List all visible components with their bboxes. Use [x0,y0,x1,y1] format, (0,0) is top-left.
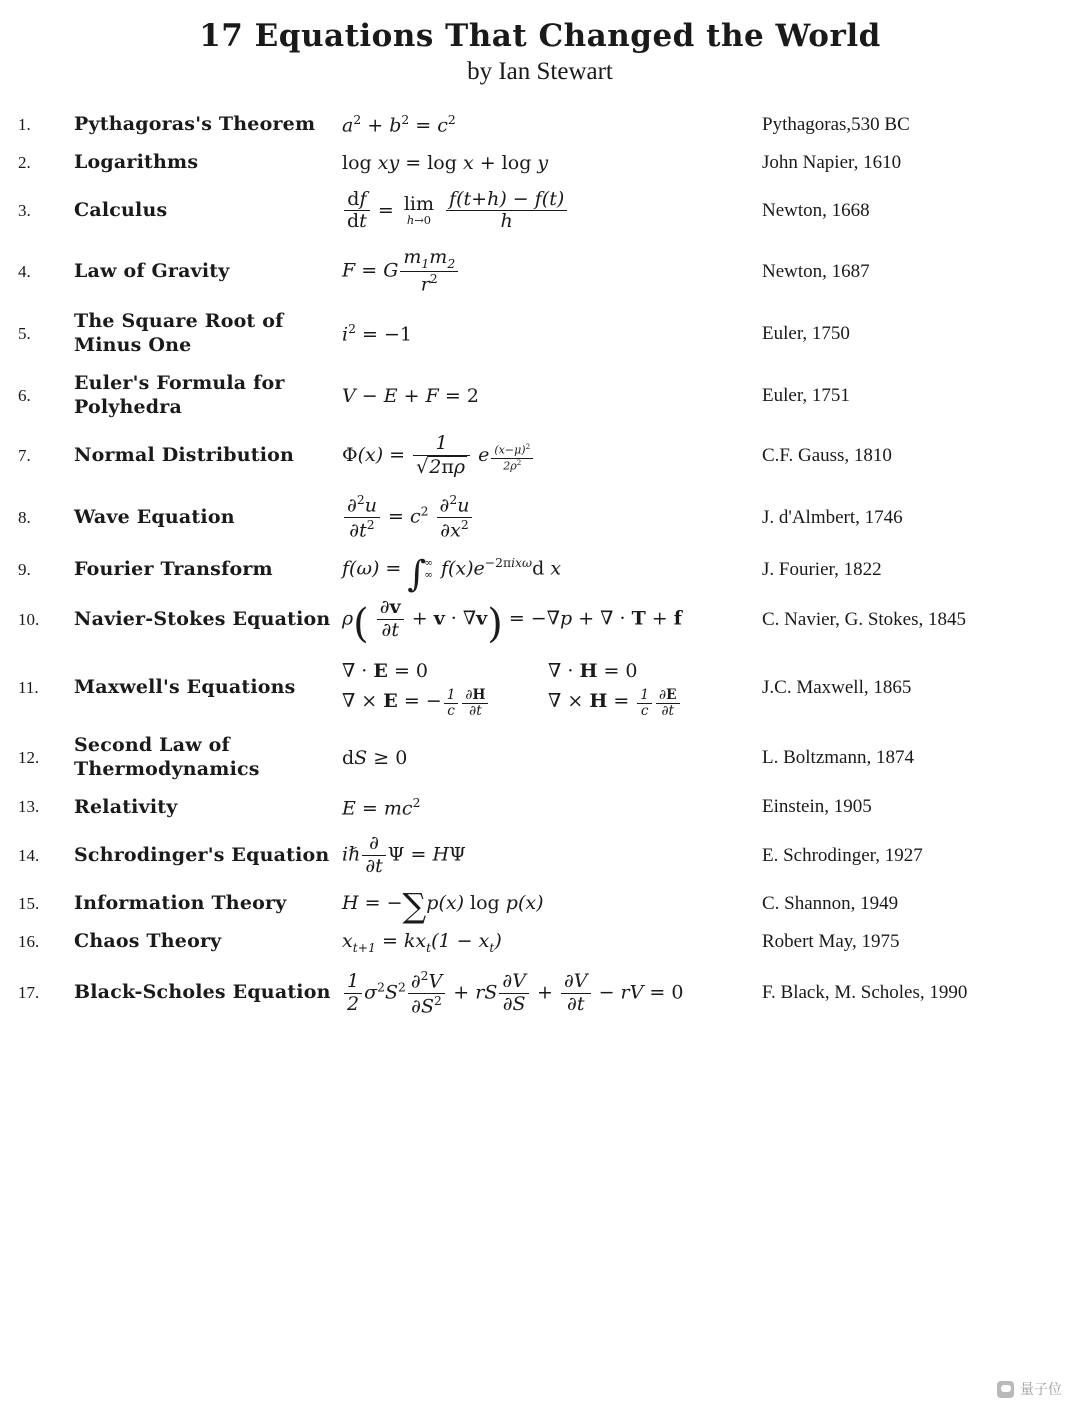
row-credit: Euler, 1750 [762,323,850,345]
row-number: 5. [18,324,31,344]
row-name: Calculus [74,198,168,221]
table-row [18,649,1058,727]
row-name: Schrodinger's Equation [74,843,330,866]
page-title: 17 Equations That Changed the World [199,18,881,54]
row-name: Pythagoras's Theorem [74,113,316,135]
row-name: Euler's Formula for Polyhedra [74,371,285,418]
row-formula: $x_{t+1} = kx_t(1 - x_t)$ [342,929,502,955]
row-credit: J. Fourier, 1822 [762,558,882,580]
row-number: 2. [18,152,31,172]
row-credit: Newton, 1687 [762,260,870,282]
row-credit: C.F. Gauss, 1810 [762,445,892,467]
row-name: Fourier Transform [74,557,273,580]
row-number: 11. [18,678,39,698]
row-formula: f(ω) = ∫ ∞ ∞ $f(x)e^{-2\pi ix\omega}d$ x [342,553,562,596]
row-formula: F = G $\frac{m_1m_2}{r^2}$ [342,240,762,303]
row-credit: Einstein, 1905 [762,796,872,818]
row-name: Navier-Stokes Equation [74,607,331,630]
row-number: 17. [18,983,40,1003]
table-row [18,590,1058,649]
table-row [18,144,1058,182]
row-number: 16. [18,932,40,952]
row-credit: Pythagoras,530 BC [762,113,910,135]
row-formula: $i^2 = -1$ [342,322,412,346]
row-credit: Newton, 1668 [762,199,870,221]
row-number: 8. [18,507,31,527]
row-name: Maxwell's Equations [74,676,296,699]
row-credit: C. Navier, G. Stokes, 1845 [762,608,966,630]
row-formula: log xy = log x + log y [342,151,549,174]
table-row [18,106,1058,144]
table-row [18,426,1058,486]
row-credit: E. Schrodinger, 1927 [762,844,923,866]
wechat-icon [997,1381,1014,1398]
equations-table [18,106,1058,1025]
row-formula: $E = mc^2$ [342,795,421,820]
row-name: Normal Distribution [74,444,295,467]
row-credit: F. Black, M. Scholes, 1990 [762,982,968,1004]
row-formula: ∇ · E = 0 ∇ · H = 0 ∇ × E = − $\frac{1}{c}$ $\frac{\partial H}{\partial t}$ ∇ × H = $\frac{1}{c}$ $\frac{\partial E}{\partial t}$ [342,649,762,727]
row-number: 7. [18,446,31,466]
table-row [18,923,1058,962]
row-number: 1. [18,114,31,134]
row-credit: L. Boltzmann, 1874 [762,746,914,768]
row-name: The Square Root of Minus One [74,310,284,357]
row-formula: $a^2 + b^2 = c^2$ [342,113,456,137]
table-row [18,365,1058,427]
row-name: Law of Gravity [74,259,230,282]
row-number: 12. [18,747,40,767]
row-number: 10. [18,609,40,629]
row-credit: J. d'Almbert, 1746 [762,506,903,528]
row-credit: Robert May, 1975 [762,931,900,953]
row-credit: J.C. Maxwell, 1865 [762,677,912,699]
row-number: 4. [18,261,31,281]
watermark-label: 量子位 [1020,1381,1062,1397]
row-formula: ρ( $\frac{\partial v}{\partial t}$ + v · ∇v) = −∇p + ∇ · T + f [342,596,682,647]
row-number: 14. [18,845,40,865]
row-formula: V − E + F = 2 [342,384,479,407]
row-number: 6. [18,385,31,405]
row-formula: dS ≥ 0 [342,746,408,769]
table-row [18,240,1058,303]
table-row [18,549,1058,590]
row-name: Black-Scholes Equation [74,981,331,1004]
watermark [997,1379,1062,1399]
row-credit: Euler, 1751 [762,384,850,406]
row-number: 9. [18,559,31,579]
row-formula: H = −∑p(x) log p(x) [342,885,544,925]
row-credit: John Napier, 1610 [762,151,902,173]
table-row [18,727,1058,789]
row-formula: iℏ $\frac{\partial}{\partial t}$ Ψ = HΨ [342,832,466,878]
row-formula: $\frac{\partial^2u}{\partial t^2}$ = $c^2$ $\frac{\partial^2u}{\partial x^2}$ [342,486,762,549]
row-name: Wave Equation [74,505,235,528]
row-name: Relativity [74,795,178,818]
title-block [0,0,1080,86]
row-name: Second Law of Thermodynamics [74,734,260,780]
row-name: Logarithms [74,150,199,173]
table-row [18,962,1058,1025]
row-number: 3. [18,200,31,220]
table-row [18,789,1058,827]
table-row [18,885,1058,923]
row-formula: Φ(x) = $\frac{1}{√2\pi\rho}$ e $\frac{(x-\mu)^2}{2\rho^2}$ [342,426,762,486]
row-number: 13. [18,797,40,817]
table-row [18,486,1058,549]
row-name: Chaos Theory [74,930,222,953]
row-formula: $\frac{df}{dt}$ = lim h→0 $\frac{f(t+h) - f(t)}{h}$ [342,182,762,241]
row-formula: $\frac{1}{2}$ $\sigma^2S^2$ $\frac{\partial^2V}{\partial S^2}$ + rS $\frac{\partial V}{\partial S}$ + $\frac{\partial V}{\partial t}$ − rV = 0 [342,962,762,1025]
row-number: 15. [18,893,40,913]
row-credit: C. Shannon, 1949 [762,892,899,914]
table-row [18,182,1058,241]
table-row [18,303,1058,365]
table-row [18,826,1058,885]
row-name: Information Theory [74,892,287,915]
page-author: by Ian Stewart [467,58,613,85]
